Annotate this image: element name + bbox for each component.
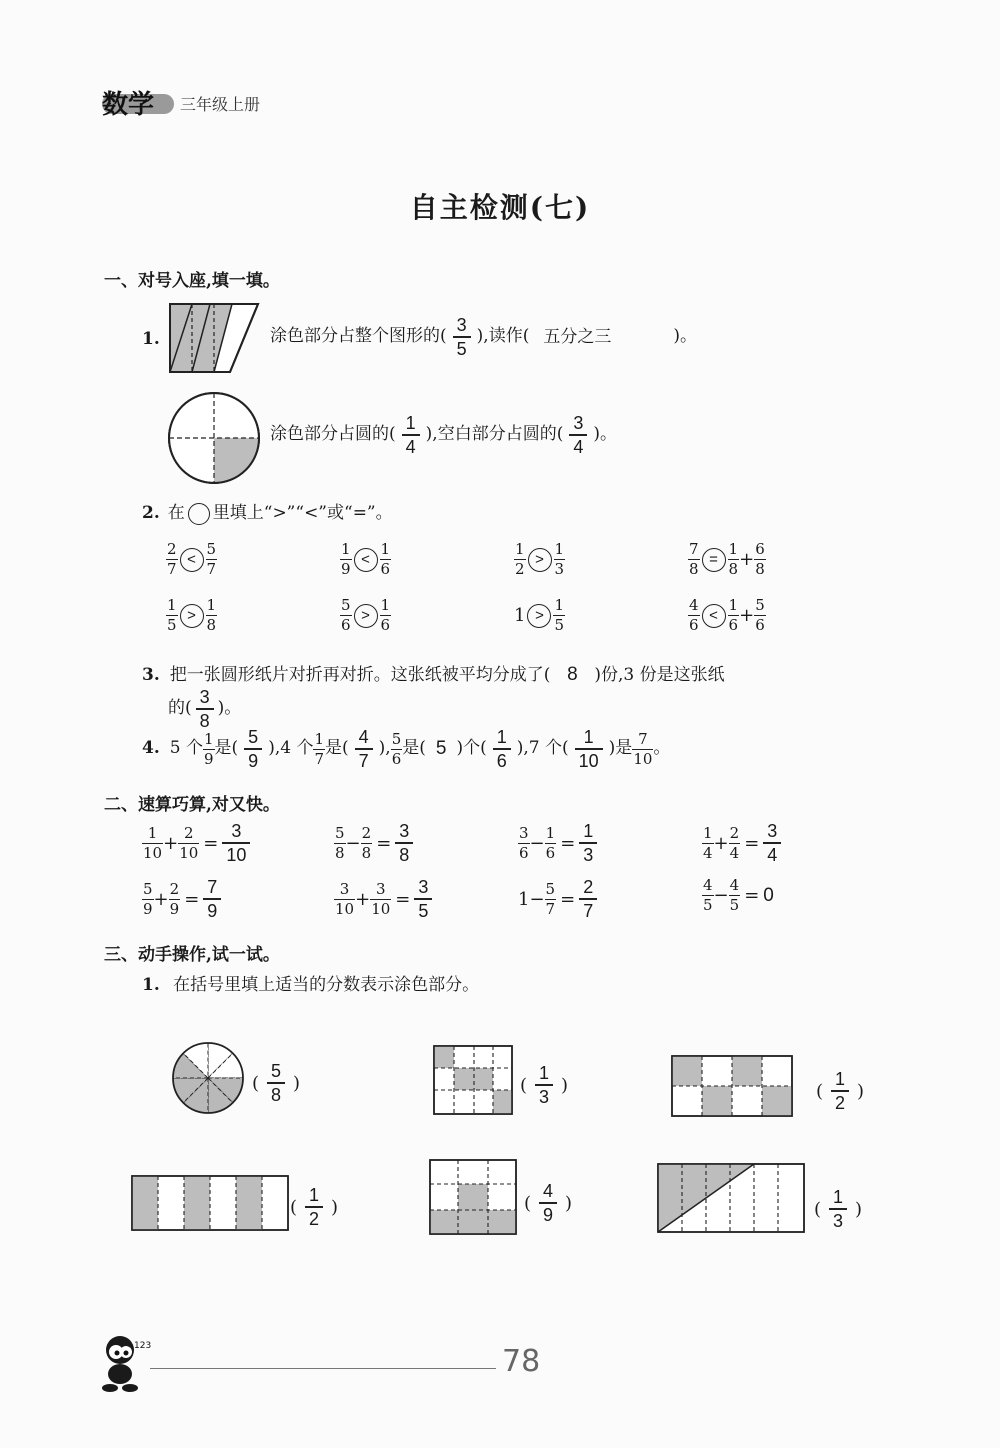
numerator: 5 [206,540,217,558]
denominator: 8 [361,843,372,862]
calc-item [142,878,221,920]
numerator: 1 [341,540,351,558]
equals-sign: = [395,888,411,910]
q4-text: 。 [653,738,671,759]
fraction [514,542,526,577]
answer-fraction [575,728,603,770]
denominator: 2 [831,1090,849,1112]
denominator: 6 [545,843,556,862]
fraction [729,823,741,862]
fraction [754,598,766,633]
numerator: 5 [143,879,153,898]
q4-line [142,728,670,770]
answer-fraction [763,822,781,864]
numerator: 1 [728,540,739,558]
equals-sign: = [184,888,200,910]
denominator: 4 [763,842,781,864]
figure-stripes [130,1174,290,1232]
fraction [729,878,741,913]
numerator: 1 [206,596,217,614]
compare-circle: > [180,604,204,628]
fraction [142,879,154,918]
numerator: 2 [729,823,740,842]
numerator: 5 [755,596,765,614]
q4-text: ),4 个 [268,738,314,759]
denominator: 10 [335,899,355,918]
q3-line-2: 的( 3 8 )。 [168,687,242,731]
figure-triangle [656,1162,806,1234]
trapezoid-figure [166,300,262,376]
denominator: 3 [535,1084,553,1106]
numerator: 2 [583,877,594,897]
numerator: 6 [755,540,765,558]
denominator: 2 [305,1206,323,1228]
open-paren: ( [520,1074,528,1096]
calc-item [334,878,432,920]
open-paren: ( [816,1080,824,1102]
numerator: 4 [358,727,369,747]
denominator: 8 [335,843,345,862]
equals-sign: = [744,885,760,906]
denominator: 3 [579,842,597,864]
numerator: 3 [767,821,778,841]
equals-sign: = [203,832,219,854]
denominator: 3 [554,560,565,578]
fraction [361,823,373,862]
fraction [334,823,346,862]
numerator: 5 [248,727,259,747]
figure-grid-3x3 [428,1158,518,1236]
compare-item [166,598,217,633]
numerator: 4 [689,596,699,614]
compare-circle: > [354,604,378,628]
numerator: 4 [729,876,740,894]
calc-item [702,878,774,913]
figure-answer [520,1064,568,1106]
numerator: 1 [728,596,739,614]
answer-number: 5 [435,737,447,759]
denominator: 10 [575,748,603,770]
q4-text: 是( [325,738,349,759]
fraction [166,542,178,577]
numerator: 3 [339,879,350,898]
operator: − [529,888,545,910]
section-3-heading: 三、动手操作,试一试。 [104,945,280,965]
operator: − [345,832,361,854]
equals-sign: = [560,832,576,854]
figure-grid-3x4 [432,1044,514,1116]
denominator: 8 [395,842,413,864]
answer-fraction [493,728,511,770]
denominator: 10 [143,843,163,862]
fraction [206,598,218,633]
denominator: 4 [729,843,740,862]
compare-item [166,542,217,577]
fraction [313,729,325,768]
operator: − [713,885,729,906]
fraction [553,598,565,633]
header-grade: 三年级上册 [180,95,261,114]
numerator: 1 [167,596,177,614]
number: 1 [518,888,530,910]
q4-text: 是( [402,738,426,759]
calc-item [702,822,781,864]
q1a-line: 涂色部分占整个图形的 ( 3 5 ) ,读作( 五分之三 )。 [270,315,697,359]
compare-circle: > [527,604,551,628]
answer-fraction [244,728,262,770]
denominator: 8 [689,560,699,578]
fraction [334,879,355,918]
compare-circle: < [354,548,378,572]
q4-text: ),7 个( [516,738,569,759]
numerator: 7 [689,540,699,558]
answer-fraction [305,1186,323,1228]
figure-answer [816,1070,864,1112]
denominator: 5 [167,616,177,634]
q4-number: 4. [142,738,160,759]
numerator: 1 [539,1063,550,1083]
denominator: 6 [728,616,739,634]
circle-blank-icon [188,503,210,525]
figure-answer [814,1188,862,1230]
svg-text:123: 123 [134,1341,152,1351]
fraction [203,729,215,768]
calc-item [518,878,597,920]
denominator: 7 [355,748,373,770]
denominator: 3 [829,1208,847,1230]
numerator: 1 [545,823,556,842]
denominator: 8 [755,560,765,578]
numerator: 3 [418,877,429,897]
q1-number: 1. [142,329,160,349]
numerator: 1 [496,727,507,747]
denominator: 10 [179,843,199,862]
fraction [169,879,181,918]
fraction [370,879,391,918]
number: 1 [514,605,526,626]
footer-rule [150,1368,496,1369]
numerator: 4 [703,876,713,894]
close-paren: ) [561,1074,569,1096]
denominator: 9 [539,1202,557,1224]
fraction [728,542,740,577]
denominator: 9 [244,748,262,770]
numerator: 1 [554,540,565,558]
fraction [166,598,178,633]
fraction [545,879,557,918]
close-paren: ) [331,1196,339,1218]
fraction [754,542,766,577]
operator: + [355,888,371,910]
denominator: 6 [341,616,351,634]
answer-fraction [203,878,221,920]
answer-fraction [355,728,373,770]
denominator: 6 [519,843,529,862]
close-paren: ) [293,1072,301,1094]
fraction [380,598,392,633]
compare-circle: < [702,604,726,628]
q3-line-1: 3. 把一张圆形纸片对折再对折。这张纸被平均分成了( 8 )份,3 份是这张纸 [142,664,725,685]
denominator: 6 [391,749,402,768]
numerator: 4 [543,1181,554,1201]
fraction [728,598,740,633]
fraction [206,542,218,577]
denominator: 2 [515,560,525,578]
fraction [702,878,714,913]
denominator: 7 [167,560,177,578]
compare-circle: = [702,548,726,572]
numerator: 3 [399,821,410,841]
page-title: 自主检测(七) [409,191,591,224]
denominator: 9 [203,898,221,920]
denominator: 7 [579,898,597,920]
compare-item [340,598,391,633]
calc-item [142,822,250,864]
fraction [340,542,352,577]
open-paren: ( [524,1192,532,1214]
answer-fraction [539,1182,557,1224]
numerator: 1 [380,540,391,558]
q4-text: )个( [456,738,487,759]
answer-fraction [579,822,597,864]
page-number: 78 [502,1344,541,1379]
numerator: 1 [203,729,214,748]
compare-item [514,542,565,577]
close-paren: ) [857,1080,865,1102]
answer-number: 0 [763,884,774,906]
q4-text: 是( [214,738,239,759]
close-paren: ) [855,1198,863,1220]
q1a-read-answer: 五分之三 [543,327,612,347]
denominator: 6 [380,616,391,634]
q1b-line: 涂色部分占圆的 ( 1 4 ) ,空白部分占圆的 ( 3 4 ) 。 [270,413,617,457]
numerator: 7 [638,729,648,748]
fraction [688,598,700,633]
q4-text: )是 [608,738,633,759]
denominator: 4 [703,843,713,862]
answer-fraction [395,822,413,864]
figure-checkerboard [670,1054,794,1118]
denominator: 8 [267,1082,285,1104]
denominator: 8 [728,560,739,578]
open-paren: ( [814,1198,822,1220]
operator: + [163,832,179,854]
numerator: 1 [309,1185,320,1205]
numerator: 5 [545,879,556,898]
fraction [380,542,392,577]
plus-sign: + [739,605,755,626]
fraction [632,729,653,768]
numerator: 1 [380,596,391,614]
denominator: 10 [371,899,391,918]
fraction [702,823,714,862]
denominator: 5 [554,616,564,634]
compare-circle: > [528,548,552,572]
denominator: 10 [633,749,653,768]
denominator: 6 [493,748,511,770]
header-subject: 数学 [102,84,176,116]
plus-sign: + [739,549,755,570]
equals-sign: = [376,832,392,854]
denominator: 6 [755,616,765,634]
numerator: 1 [515,540,525,558]
denominator: 8 [206,616,217,634]
compare-item [688,598,766,633]
numerator: 3 [231,821,242,841]
numerator: 1 [833,1187,844,1207]
fraction [391,729,403,768]
denominator: 9 [169,899,180,918]
fraction [340,598,352,633]
equals-sign: = [744,832,760,854]
numerator: 5 [341,596,351,614]
numerator: 3 [375,879,386,898]
compare-circle: < [180,548,204,572]
fraction [688,542,700,577]
open-paren: ( [290,1196,298,1218]
section-1-heading: 一、对号入座,填一填。 [104,271,280,291]
numerator: 2 [183,823,194,842]
numerator: 1 [147,823,158,842]
answer-fraction [831,1070,849,1112]
answer-fraction [535,1064,553,1106]
compare-item [340,542,391,577]
denominator: 9 [143,899,153,918]
denominator: 5 [729,896,740,914]
denominator: 7 [314,749,324,768]
numerator: 5 [391,729,402,748]
numerator: 1 [554,596,564,614]
answer-fraction [414,878,432,920]
fraction [554,542,566,577]
operator: + [153,888,169,910]
mascot-icon [94,1330,152,1394]
denominator: 6 [380,560,391,578]
close-paren: ) [565,1192,573,1214]
numerator: 5 [271,1061,282,1081]
numerator: 1 [583,821,594,841]
denominator: 5 [414,898,432,920]
q1a-answer-fraction: 3 5 [453,316,471,358]
denominator: 9 [341,560,351,578]
figure-answer [524,1182,572,1224]
numerator: 1 [835,1069,846,1089]
fraction [545,823,557,862]
section-2-heading: 二、速算巧算,对又快。 [104,795,280,815]
numerator: 1 [314,729,324,748]
calc-item [334,822,413,864]
open-paren: ( [252,1072,260,1094]
fraction [142,823,163,862]
fraction [178,823,199,862]
figure-answer [252,1062,300,1104]
numerator: 2 [169,879,180,898]
calc-item [518,822,597,864]
numerator: 3 [519,823,529,842]
q4-text: ), [378,738,391,759]
denominator: 10 [222,842,250,864]
denominator: 7 [545,899,556,918]
denominator: 5 [703,896,713,914]
numerator: 2 [167,540,177,558]
operator: − [529,832,545,854]
numerator: 1 [703,823,713,842]
figure-circle-eighths [170,1040,246,1116]
compare-item [688,542,766,577]
circle-figure [166,390,262,486]
denominator: 6 [689,616,699,634]
answer-fraction [222,822,250,864]
q2-instruction: 2. 在 里填上“>”“<”或“=”。 [142,503,393,523]
figure-answer [290,1186,338,1228]
operator: + [713,832,729,854]
numerator: 5 [335,823,345,842]
denominator: 9 [203,749,214,768]
numerator: 2 [361,823,372,842]
s3-q1-instruction: 1. 在括号里填上适当的分数表示涂色部分。 [142,975,480,995]
answer-fraction [829,1188,847,1230]
numerator: 7 [207,877,218,897]
equals-sign: = [560,888,576,910]
fraction [518,823,530,862]
answer-fraction [579,878,597,920]
answer-fraction [267,1062,285,1104]
denominator: 7 [206,560,217,578]
numerator: 1 [583,727,594,747]
compare-item [514,598,565,633]
q4-text: 5 个 [169,738,203,759]
